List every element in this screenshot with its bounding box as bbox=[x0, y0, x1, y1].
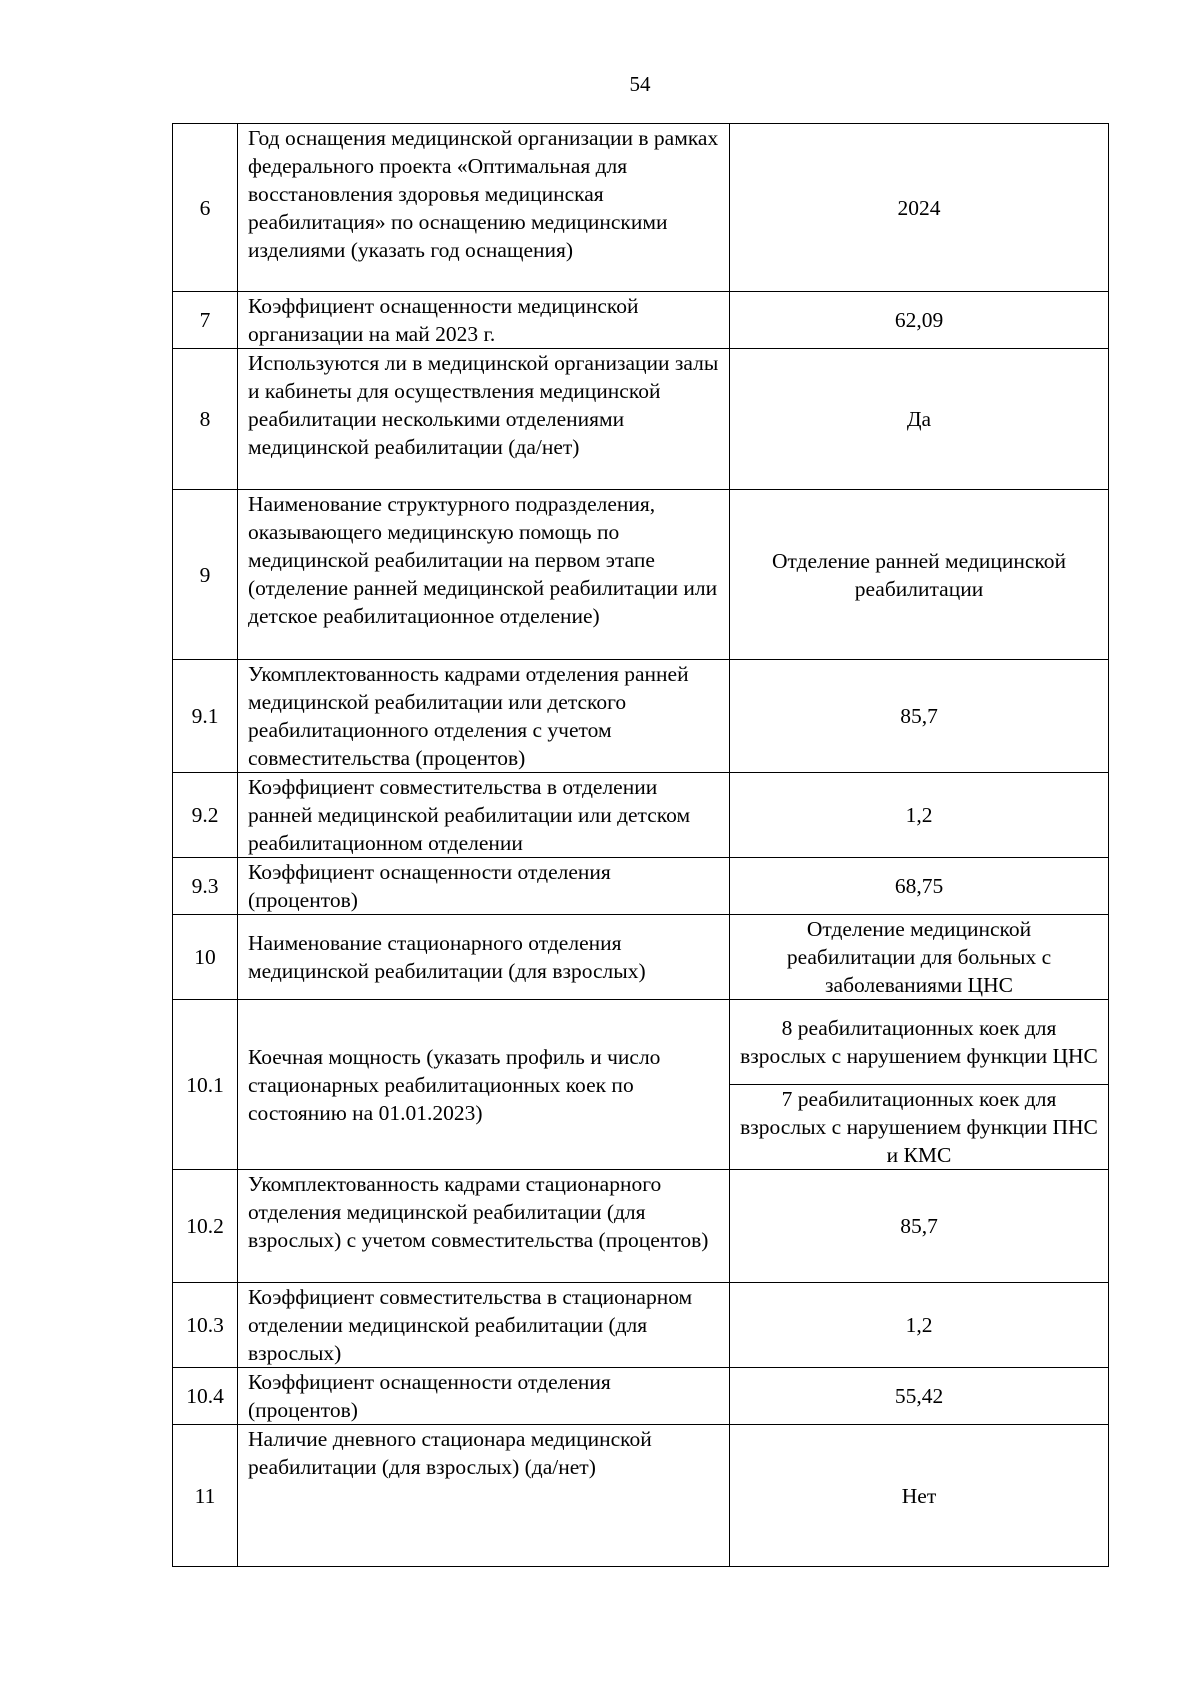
row-description: Коэффициент оснащенности отделения (процентов) bbox=[238, 1368, 730, 1425]
table-row bbox=[173, 1170, 1109, 1283]
row-value: 55,42 bbox=[730, 1368, 1109, 1425]
row-number: 10.1 bbox=[173, 1000, 238, 1170]
row-number: 8 bbox=[173, 349, 238, 490]
table-row bbox=[173, 1425, 1109, 1567]
table-row bbox=[173, 858, 1109, 915]
row-description: Коэффициент оснащенности отделения (процентов) bbox=[238, 858, 730, 915]
row-value: 85,7 bbox=[730, 1170, 1109, 1283]
row-description: Наименование стационарного отделения медицинской реабилитации (для взрослых) bbox=[238, 915, 730, 1000]
table-row bbox=[173, 292, 1109, 349]
row-number: 10 bbox=[173, 915, 238, 1000]
table-row bbox=[173, 1000, 1109, 1085]
table-row bbox=[173, 915, 1109, 1000]
row-value: 62,09 bbox=[730, 292, 1109, 349]
table-row bbox=[173, 490, 1109, 660]
row-value: Нет bbox=[730, 1425, 1109, 1567]
row-number: 10.3 bbox=[173, 1283, 238, 1368]
row-description: Коэффициент оснащенности медицинской организации на май 2023 г. bbox=[238, 292, 730, 349]
row-number: 10.2 bbox=[173, 1170, 238, 1283]
table-row bbox=[173, 660, 1109, 773]
row-description: Наименование структурного подразделения, оказывающего медицинскую помощь по медицинской реабилитации на первом этапе (отделение ранней медицинской реабилитации или детское реабилитационное отделение) bbox=[238, 490, 730, 660]
row-description: Укомплектованность кадрами стационарного отделения медицинской реабилитации (для взрослых) с учетом совместительства (процентов) bbox=[238, 1170, 730, 1283]
row-number: 9.3 bbox=[173, 858, 238, 915]
row-number: 9.1 bbox=[173, 660, 238, 773]
row-value: Отделение медицинской реабилитации для больных с заболеваниями ЦНС bbox=[730, 915, 1109, 1000]
table-row bbox=[173, 773, 1109, 858]
table-row bbox=[173, 1368, 1109, 1425]
row-number: 6 bbox=[173, 124, 238, 292]
table-row bbox=[173, 349, 1109, 490]
row-value: 8 реабилитационных коек для взрослых с нарушением функции ЦНС bbox=[730, 1000, 1109, 1085]
row-description: Коечная мощность (указать профиль и число стационарных реабилитационных коек по состоянию на 01.01.2023) bbox=[238, 1000, 730, 1170]
row-value: Да bbox=[730, 349, 1109, 490]
row-description: Коэффициент совместительства в отделении ранней медицинской реабилитации или детском реабилитационном отделении bbox=[238, 773, 730, 858]
row-value: Отделение ранней медицинской реабилитации bbox=[730, 490, 1109, 660]
row-number: 10.4 bbox=[173, 1368, 238, 1425]
row-number: 9.2 bbox=[173, 773, 238, 858]
row-value: 68,75 bbox=[730, 858, 1109, 915]
row-description: Используются ли в медицинской организации залы и кабинеты для осуществления медицинской реабилитации несколькими отделениями медицинской реабилитации (да/нет) bbox=[238, 349, 730, 490]
table-row bbox=[173, 124, 1109, 292]
row-value: 7 реабилитационных коек для взрослых с нарушением функции ПНС и КМС bbox=[730, 1085, 1109, 1170]
row-description: Коэффициент совместительства в стационарном отделении медицинской реабилитации (для взрослых) bbox=[238, 1283, 730, 1368]
page-number: 54 bbox=[629, 72, 651, 96]
row-value: 1,2 bbox=[730, 773, 1109, 858]
row-description: Укомплектованность кадрами отделения ранней медицинской реабилитации или детского реабилитационного отделения с учетом совместительства (процентов) bbox=[238, 660, 730, 773]
row-value: 2024 bbox=[730, 124, 1109, 292]
row-value: 1,2 bbox=[730, 1283, 1109, 1368]
indicators-table bbox=[172, 123, 1109, 1567]
row-number: 9 bbox=[173, 490, 238, 660]
table-row bbox=[173, 1283, 1109, 1368]
row-number: 7 bbox=[173, 292, 238, 349]
row-description: Год оснащения медицинской организации в рамках федерального проекта «Оптимальная для восстановления здоровья медицинская реабилитация» по оснащению медицинскими изделиями (указать год оснащения) bbox=[238, 124, 730, 292]
row-value: 85,7 bbox=[730, 660, 1109, 773]
row-description: Наличие дневного стационара медицинской реабилитации (для взрослых) (да/нет) bbox=[238, 1425, 730, 1567]
row-number: 11 bbox=[173, 1425, 238, 1567]
